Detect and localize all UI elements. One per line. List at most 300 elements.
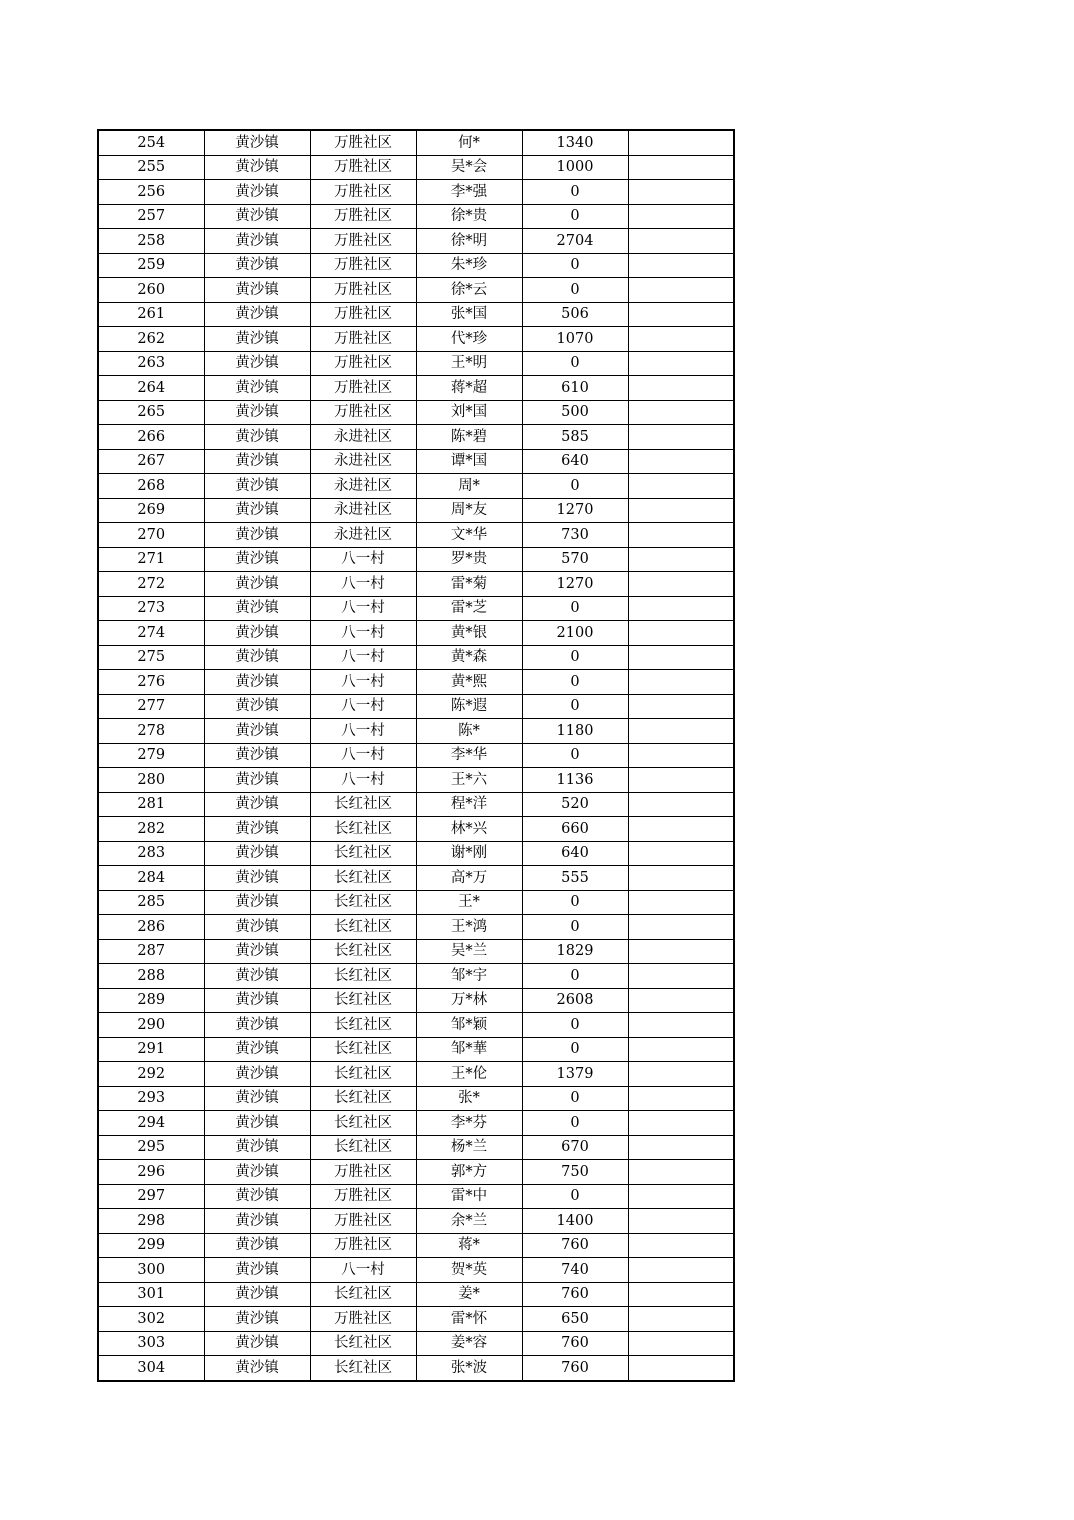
cell-town: 黄沙镇: [204, 915, 310, 940]
cell-amount: 506: [522, 302, 628, 327]
table-row: [98, 694, 734, 719]
cell-name: 蒋*: [416, 1233, 522, 1258]
cell-amount: 0: [522, 694, 628, 719]
cell-name: 谢*刚: [416, 841, 522, 866]
cell-town: 黄沙镇: [204, 229, 310, 254]
table-row: [98, 327, 734, 352]
cell-remark: [628, 180, 734, 205]
cell-community: 万胜社区: [310, 155, 416, 180]
cell-community: 长红社区: [310, 890, 416, 915]
cell-seq-no: 280: [98, 768, 204, 793]
cell-remark: [628, 866, 734, 891]
table-row: [98, 964, 734, 989]
cell-amount: 0: [522, 1086, 628, 1111]
cell-community: 八一村: [310, 596, 416, 621]
table-row: [98, 180, 734, 205]
cell-seq-no: 263: [98, 351, 204, 376]
cell-seq-no: 272: [98, 572, 204, 597]
cell-community: 永进社区: [310, 498, 416, 523]
cell-remark: [628, 817, 734, 842]
cell-seq-no: 257: [98, 204, 204, 229]
cell-seq-no: 303: [98, 1331, 204, 1356]
cell-name: 徐*明: [416, 229, 522, 254]
cell-seq-no: 285: [98, 890, 204, 915]
cell-amount: 0: [522, 890, 628, 915]
cell-amount: 670: [522, 1135, 628, 1160]
cell-community: 长红社区: [310, 1062, 416, 1087]
cell-remark: [628, 1233, 734, 1258]
cell-seq-no: 275: [98, 645, 204, 670]
cell-community: 八一村: [310, 719, 416, 744]
cell-amount: 0: [522, 204, 628, 229]
cell-amount: 1180: [522, 719, 628, 744]
cell-amount: 730: [522, 523, 628, 548]
cell-community: 永进社区: [310, 425, 416, 450]
cell-remark: [628, 1037, 734, 1062]
cell-amount: 1070: [522, 327, 628, 352]
cell-remark: [628, 1307, 734, 1332]
cell-community: 八一村: [310, 1258, 416, 1283]
cell-amount: 570: [522, 547, 628, 572]
cell-town: 黄沙镇: [204, 621, 310, 646]
cell-seq-no: 279: [98, 743, 204, 768]
cell-amount: 640: [522, 841, 628, 866]
cell-remark: [628, 743, 734, 768]
cell-seq-no: 287: [98, 939, 204, 964]
table-row: [98, 988, 734, 1013]
table-row: [98, 1356, 734, 1381]
cell-seq-no: 274: [98, 621, 204, 646]
cell-seq-no: 296: [98, 1160, 204, 1185]
cell-amount: 1000: [522, 155, 628, 180]
cell-community: 万胜社区: [310, 180, 416, 205]
cell-name: 刘*国: [416, 400, 522, 425]
table-row: [98, 204, 734, 229]
cell-community: 长红社区: [310, 1086, 416, 1111]
table-row: [98, 719, 734, 744]
cell-name: 张*波: [416, 1356, 522, 1381]
cell-amount: 0: [522, 180, 628, 205]
cell-town: 黄沙镇: [204, 645, 310, 670]
cell-amount: 0: [522, 278, 628, 303]
cell-remark: [628, 327, 734, 352]
cell-community: 八一村: [310, 572, 416, 597]
table-row: [98, 155, 734, 180]
cell-town: 黄沙镇: [204, 768, 310, 793]
table-row: [98, 939, 734, 964]
cell-remark: [628, 474, 734, 499]
cell-remark: [628, 376, 734, 401]
cell-amount: 520: [522, 792, 628, 817]
cell-amount: 2704: [522, 229, 628, 254]
table-row: [98, 351, 734, 376]
cell-community: 八一村: [310, 547, 416, 572]
cell-town: 黄沙镇: [204, 694, 310, 719]
cell-seq-no: 273: [98, 596, 204, 621]
cell-remark: [628, 449, 734, 474]
cell-name: 雷*中: [416, 1184, 522, 1209]
cell-name: 李*强: [416, 180, 522, 205]
cell-seq-no: 259: [98, 253, 204, 278]
cell-town: 黄沙镇: [204, 376, 310, 401]
cell-town: 黄沙镇: [204, 1209, 310, 1234]
cell-seq-no: 256: [98, 180, 204, 205]
cell-remark: [628, 253, 734, 278]
cell-name: 朱*珍: [416, 253, 522, 278]
table-row: [98, 1135, 734, 1160]
cell-seq-no: 254: [98, 130, 204, 155]
cell-name: 代*珍: [416, 327, 522, 352]
cell-name: 邹*宇: [416, 964, 522, 989]
table-row: [98, 400, 734, 425]
cell-name: 周*: [416, 474, 522, 499]
cell-remark: [628, 204, 734, 229]
cell-amount: 660: [522, 817, 628, 842]
cell-seq-no: 295: [98, 1135, 204, 1160]
cell-town: 黄沙镇: [204, 351, 310, 376]
cell-amount: 760: [522, 1331, 628, 1356]
cell-community: 长红社区: [310, 1013, 416, 1038]
table-row: [98, 841, 734, 866]
cell-remark: [628, 1258, 734, 1283]
cell-remark: [628, 547, 734, 572]
cell-amount: 0: [522, 1184, 628, 1209]
cell-seq-no: 299: [98, 1233, 204, 1258]
cell-seq-no: 286: [98, 915, 204, 940]
cell-community: 长红社区: [310, 1331, 416, 1356]
cell-name: 罗*贵: [416, 547, 522, 572]
cell-community: 万胜社区: [310, 1233, 416, 1258]
cell-seq-no: 304: [98, 1356, 204, 1381]
cell-seq-no: 302: [98, 1307, 204, 1332]
cell-community: 长红社区: [310, 915, 416, 940]
cell-seq-no: 258: [98, 229, 204, 254]
table-row: [98, 743, 734, 768]
cell-remark: [628, 155, 734, 180]
cell-town: 黄沙镇: [204, 743, 310, 768]
cell-amount: 640: [522, 449, 628, 474]
table-row: [98, 866, 734, 891]
cell-town: 黄沙镇: [204, 1184, 310, 1209]
cell-community: 万胜社区: [310, 302, 416, 327]
cell-community: 万胜社区: [310, 400, 416, 425]
cell-amount: 760: [522, 1233, 628, 1258]
cell-town: 黄沙镇: [204, 939, 310, 964]
cell-town: 黄沙镇: [204, 572, 310, 597]
cell-town: 黄沙镇: [204, 670, 310, 695]
cell-remark: [628, 302, 734, 327]
cell-seq-no: 255: [98, 155, 204, 180]
cell-seq-no: 283: [98, 841, 204, 866]
cell-amount: 1340: [522, 130, 628, 155]
cell-town: 黄沙镇: [204, 278, 310, 303]
cell-name: 姜*: [416, 1282, 522, 1307]
cell-town: 黄沙镇: [204, 988, 310, 1013]
cell-name: 黄*银: [416, 621, 522, 646]
cell-name: 姜*容: [416, 1331, 522, 1356]
cell-seq-no: 270: [98, 523, 204, 548]
cell-remark: [628, 400, 734, 425]
cell-seq-no: 288: [98, 964, 204, 989]
cell-town: 黄沙镇: [204, 425, 310, 450]
table-row: [98, 1233, 734, 1258]
cell-seq-no: 278: [98, 719, 204, 744]
cell-name: 贺*英: [416, 1258, 522, 1283]
cell-name: 邹*華: [416, 1037, 522, 1062]
cell-amount: 0: [522, 1111, 628, 1136]
table-row: [98, 474, 734, 499]
cell-town: 黄沙镇: [204, 1037, 310, 1062]
table-row: [98, 1209, 734, 1234]
cell-community: 长红社区: [310, 964, 416, 989]
cell-town: 黄沙镇: [204, 1331, 310, 1356]
cell-remark: [628, 645, 734, 670]
cell-name: 王*: [416, 890, 522, 915]
cell-town: 黄沙镇: [204, 1111, 310, 1136]
table-row: [98, 621, 734, 646]
table-row: [98, 1013, 734, 1038]
cell-remark: [628, 572, 734, 597]
cell-name: 张*: [416, 1086, 522, 1111]
cell-amount: 1270: [522, 498, 628, 523]
cell-seq-no: 267: [98, 449, 204, 474]
cell-community: 长红社区: [310, 866, 416, 891]
cell-community: 长红社区: [310, 1135, 416, 1160]
cell-remark: [628, 719, 734, 744]
cell-remark: [628, 792, 734, 817]
cell-amount: 585: [522, 425, 628, 450]
cell-community: 长红社区: [310, 792, 416, 817]
roster-table-body: [98, 130, 734, 1381]
cell-name: 陈*碧: [416, 425, 522, 450]
cell-seq-no: 276: [98, 670, 204, 695]
cell-seq-no: 262: [98, 327, 204, 352]
cell-seq-no: 290: [98, 1013, 204, 1038]
cell-community: 长红社区: [310, 1282, 416, 1307]
cell-amount: 0: [522, 253, 628, 278]
cell-remark: [628, 670, 734, 695]
table-row: [98, 1160, 734, 1185]
table-row: [98, 1037, 734, 1062]
cell-community: 八一村: [310, 621, 416, 646]
cell-name: 徐*云: [416, 278, 522, 303]
table-row: [98, 229, 734, 254]
cell-seq-no: 289: [98, 988, 204, 1013]
cell-amount: 2608: [522, 988, 628, 1013]
cell-name: 张*国: [416, 302, 522, 327]
cell-amount: 650: [522, 1307, 628, 1332]
table-row: [98, 498, 734, 523]
cell-amount: 0: [522, 596, 628, 621]
cell-name: 高*万: [416, 866, 522, 891]
cell-remark: [628, 1111, 734, 1136]
cell-remark: [628, 1086, 734, 1111]
cell-name: 王*伦: [416, 1062, 522, 1087]
cell-name: 杨*兰: [416, 1135, 522, 1160]
cell-remark: [628, 694, 734, 719]
cell-remark: [628, 351, 734, 376]
table-row: [98, 1184, 734, 1209]
cell-remark: [628, 1282, 734, 1307]
cell-seq-no: 300: [98, 1258, 204, 1283]
cell-remark: [628, 596, 734, 621]
table-row: [98, 792, 734, 817]
cell-remark: [628, 841, 734, 866]
cell-remark: [628, 1160, 734, 1185]
cell-name: 雷*怀: [416, 1307, 522, 1332]
cell-name: 李*芬: [416, 1111, 522, 1136]
table-row: [98, 1282, 734, 1307]
cell-community: 八一村: [310, 670, 416, 695]
cell-amount: 0: [522, 964, 628, 989]
cell-town: 黄沙镇: [204, 130, 310, 155]
table-row: [98, 1331, 734, 1356]
cell-name: 王*鸿: [416, 915, 522, 940]
cell-town: 黄沙镇: [204, 841, 310, 866]
cell-seq-no: 268: [98, 474, 204, 499]
cell-amount: 0: [522, 1013, 628, 1038]
cell-seq-no: 301: [98, 1282, 204, 1307]
cell-remark: [628, 964, 734, 989]
cell-remark: [628, 1184, 734, 1209]
cell-name: 吴*会: [416, 155, 522, 180]
cell-town: 黄沙镇: [204, 155, 310, 180]
cell-amount: 750: [522, 1160, 628, 1185]
cell-amount: 0: [522, 1037, 628, 1062]
cell-amount: 0: [522, 474, 628, 499]
cell-name: 文*华: [416, 523, 522, 548]
cell-remark: [628, 130, 734, 155]
cell-town: 黄沙镇: [204, 547, 310, 572]
table-row: [98, 1086, 734, 1111]
cell-remark: [628, 1062, 734, 1087]
cell-name: 李*华: [416, 743, 522, 768]
table-row: [98, 1062, 734, 1087]
cell-remark: [628, 768, 734, 793]
cell-amount: 500: [522, 400, 628, 425]
cell-town: 黄沙镇: [204, 180, 310, 205]
cell-community: 万胜社区: [310, 278, 416, 303]
cell-community: 万胜社区: [310, 376, 416, 401]
cell-town: 黄沙镇: [204, 204, 310, 229]
cell-seq-no: 260: [98, 278, 204, 303]
cell-seq-no: 261: [98, 302, 204, 327]
table-row: [98, 1258, 734, 1283]
cell-town: 黄沙镇: [204, 1258, 310, 1283]
cell-amount: 1136: [522, 768, 628, 793]
cell-community: 长红社区: [310, 939, 416, 964]
cell-remark: [628, 915, 734, 940]
cell-amount: 0: [522, 670, 628, 695]
cell-town: 黄沙镇: [204, 1160, 310, 1185]
cell-amount: 1379: [522, 1062, 628, 1087]
cell-remark: [628, 229, 734, 254]
cell-community: 八一村: [310, 645, 416, 670]
cell-amount: 1270: [522, 572, 628, 597]
cell-name: 郭*方: [416, 1160, 522, 1185]
cell-seq-no: 281: [98, 792, 204, 817]
table-row: [98, 547, 734, 572]
cell-community: 长红社区: [310, 817, 416, 842]
cell-name: 黄*森: [416, 645, 522, 670]
table-row: [98, 915, 734, 940]
cell-name: 雷*芝: [416, 596, 522, 621]
cell-seq-no: 269: [98, 498, 204, 523]
cell-amount: 740: [522, 1258, 628, 1283]
cell-remark: [628, 1356, 734, 1381]
table-row: [98, 1307, 734, 1332]
cell-amount: 0: [522, 645, 628, 670]
cell-remark: [628, 1209, 734, 1234]
cell-remark: [628, 523, 734, 548]
cell-name: 王*明: [416, 351, 522, 376]
table-row: [98, 596, 734, 621]
cell-remark: [628, 621, 734, 646]
cell-community: 万胜社区: [310, 1209, 416, 1234]
table-row: [98, 376, 734, 401]
cell-town: 黄沙镇: [204, 449, 310, 474]
cell-community: 万胜社区: [310, 1184, 416, 1209]
cell-name: 谭*国: [416, 449, 522, 474]
cell-amount: 760: [522, 1282, 628, 1307]
table-row: [98, 890, 734, 915]
cell-town: 黄沙镇: [204, 523, 310, 548]
cell-name: 雷*菊: [416, 572, 522, 597]
cell-community: 永进社区: [310, 523, 416, 548]
cell-name: 林*兴: [416, 817, 522, 842]
cell-town: 黄沙镇: [204, 792, 310, 817]
spreadsheet-page: [97, 129, 735, 1382]
cell-town: 黄沙镇: [204, 817, 310, 842]
cell-amount: 760: [522, 1356, 628, 1381]
cell-community: 万胜社区: [310, 1307, 416, 1332]
cell-community: 长红社区: [310, 841, 416, 866]
table-row: [98, 645, 734, 670]
cell-remark: [628, 988, 734, 1013]
cell-community: 长红社区: [310, 1111, 416, 1136]
cell-amount: 555: [522, 866, 628, 891]
cell-name: 何*: [416, 130, 522, 155]
cell-remark: [628, 278, 734, 303]
table-row: [98, 278, 734, 303]
cell-name: 陈*遐: [416, 694, 522, 719]
table-row: [98, 130, 734, 155]
cell-community: 万胜社区: [310, 204, 416, 229]
cell-seq-no: 266: [98, 425, 204, 450]
table-row: [98, 817, 734, 842]
cell-community: 长红社区: [310, 1037, 416, 1062]
cell-community: 八一村: [310, 694, 416, 719]
cell-community: 万胜社区: [310, 253, 416, 278]
cell-seq-no: 282: [98, 817, 204, 842]
cell-seq-no: 297: [98, 1184, 204, 1209]
cell-town: 黄沙镇: [204, 474, 310, 499]
cell-name: 徐*贵: [416, 204, 522, 229]
cell-remark: [628, 1135, 734, 1160]
cell-community: 万胜社区: [310, 130, 416, 155]
cell-town: 黄沙镇: [204, 866, 310, 891]
cell-town: 黄沙镇: [204, 253, 310, 278]
table-row: [98, 768, 734, 793]
cell-name: 吴*兰: [416, 939, 522, 964]
cell-community: 万胜社区: [310, 351, 416, 376]
cell-remark: [628, 939, 734, 964]
cell-name: 程*洋: [416, 792, 522, 817]
cell-community: 长红社区: [310, 1356, 416, 1381]
cell-remark: [628, 498, 734, 523]
cell-town: 黄沙镇: [204, 1356, 310, 1381]
cell-remark: [628, 1331, 734, 1356]
